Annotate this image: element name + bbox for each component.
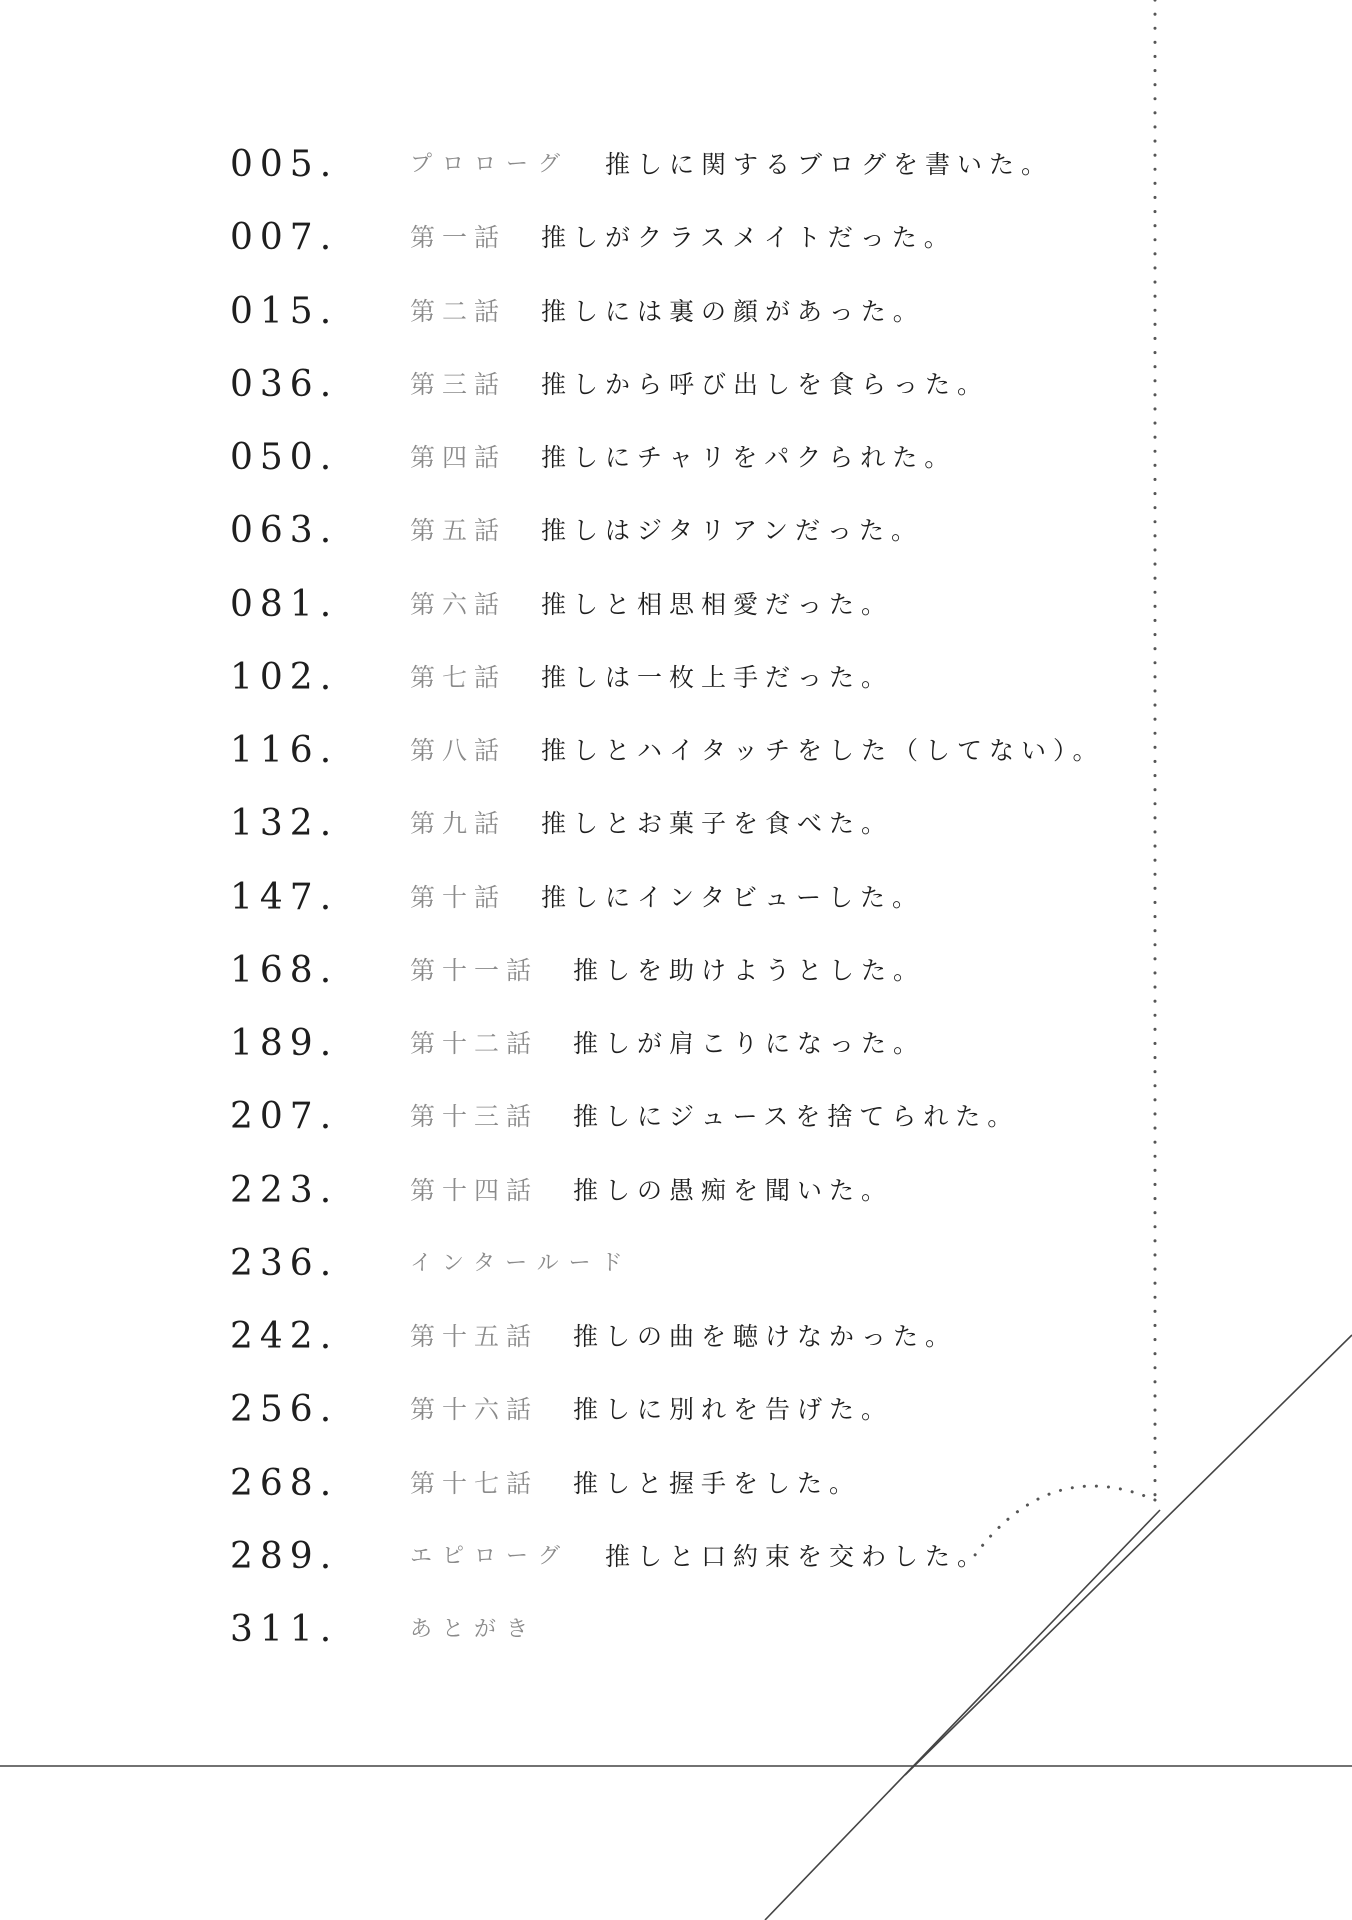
- toc-chapter-label: 第九話: [410, 809, 507, 839]
- toc-chapter-label: 第四話: [410, 443, 507, 472]
- toc-chapter-title: 推しを助けようとした。: [573, 955, 926, 985]
- toc-entry: [0, 428, 1352, 488]
- toc-chapter-label: 第十七話: [410, 1468, 539, 1498]
- toc-chapter-label: 第十五話: [410, 1322, 539, 1351]
- toc-entry: [0, 1527, 1352, 1587]
- toc-chapter-title: 推しから呼び出しを食らった。: [541, 369, 990, 399]
- toc-chapter-title: 推しに関するブログを書いた。: [605, 150, 1054, 179]
- toc-entry: [0, 282, 1352, 342]
- toc-chapter-label: 第一話: [410, 223, 507, 253]
- toc-page-number: 036.: [230, 363, 339, 405]
- toc-entry: [0, 501, 1352, 561]
- toc-entry: [0, 1454, 1352, 1514]
- toc-entry: [0, 941, 1352, 1001]
- toc-chapter-label: 第十三話: [410, 1102, 539, 1132]
- toc-entry: [0, 721, 1352, 781]
- toc-chapter-title: 推しにインタビューした。: [541, 882, 925, 912]
- toc-entry: [0, 208, 1352, 268]
- toc-chapter-title: 推しの愚痴を聞いた。: [573, 1175, 894, 1205]
- toc-chapter-title: 推しの曲を聴けなかった。: [573, 1322, 958, 1351]
- toc-chapter-label: 第六話: [410, 589, 507, 619]
- toc-page-number: 005.: [230, 144, 339, 185]
- toc-chapter-label: あとがき: [410, 1617, 539, 1642]
- toc-page-number: 256.: [230, 1389, 339, 1431]
- toc-chapter-label: 第三話: [410, 369, 507, 399]
- toc-entry: [0, 575, 1352, 635]
- toc-chapter-title: 推しにジュースを捨てられた。: [573, 1102, 1020, 1132]
- toc-page-number: 236.: [230, 1242, 339, 1284]
- toc-entry: [0, 355, 1352, 415]
- toc-page-number: 289.: [230, 1535, 339, 1577]
- toc-entry: [0, 648, 1352, 708]
- toc-chapter-label: 第二話: [410, 296, 507, 326]
- toc-entry: [0, 1087, 1352, 1147]
- toc-chapter-title: 推しにチャリをパクられた。: [541, 443, 957, 472]
- toc-page-number: 168.: [230, 949, 339, 991]
- toc-page-number: 268.: [230, 1462, 339, 1504]
- toc-page-number: 207.: [230, 1096, 339, 1138]
- toc-page-number: 081.: [230, 583, 339, 625]
- toc-chapter-title: 推しには裏の顔があった。: [541, 296, 925, 326]
- toc-chapter-label: 第十六話: [410, 1395, 539, 1425]
- toc-chapter-title: 推しと握手をした。: [573, 1468, 862, 1498]
- toc-page-number: 132.: [230, 803, 339, 845]
- toc-chapter-title: 推しとお菓子を食べた。: [541, 809, 894, 839]
- toc-chapter-title: 推しが肩こりになった。: [573, 1029, 926, 1058]
- toc-chapter-label: 第七話: [410, 662, 507, 692]
- toc-entry: [0, 135, 1352, 195]
- toc-page-number: 223.: [230, 1169, 339, 1211]
- toc-entry: [0, 1161, 1352, 1221]
- toc-page-number: 102.: [230, 656, 339, 698]
- toc-chapter-label: 第十二話: [410, 1029, 539, 1058]
- toc-page-number: 311.: [230, 1609, 339, 1650]
- toc-chapter-title: 推しに別れを告げた。: [573, 1395, 894, 1425]
- toc-page-number: 147.: [230, 876, 339, 918]
- toc-entry: [0, 868, 1352, 928]
- toc-page-number: 242.: [230, 1316, 339, 1357]
- toc-page-number: 007.: [230, 217, 339, 259]
- toc-chapter-title: 推しは一枚上手だった。: [541, 662, 894, 692]
- toc-entry: [0, 1380, 1352, 1440]
- toc-chapter-label: 第十一話: [410, 955, 539, 985]
- toc-chapter-title: 推しと口約束を交わした。: [605, 1541, 990, 1571]
- toc-entry: [0, 1307, 1352, 1367]
- toc-chapter-label: プロローグ: [410, 152, 571, 177]
- toc-chapter-label: 第八話: [410, 736, 507, 765]
- toc-page-number: 189.: [230, 1023, 339, 1064]
- toc-chapter-label: エピローグ: [410, 1543, 571, 1569]
- toc-chapter-title: 推しと相思相愛だった。: [541, 589, 894, 619]
- toc-chapter-title: 推しとハイタッチをした（してない）。: [541, 736, 1105, 765]
- toc-page-number: 050.: [230, 437, 339, 478]
- toc-chapter-title: 推しがクラスメイトだった。: [541, 223, 956, 253]
- toc-page-number: 015.: [230, 290, 339, 332]
- toc-chapter-label: 第十話: [410, 882, 507, 912]
- toc-chapter-label: 第五話: [410, 516, 507, 546]
- toc-chapter-title: 推しはジタリアンだった。: [541, 516, 924, 546]
- toc-page-number: 116.: [230, 730, 339, 771]
- toc-chapter-label: インタールード: [410, 1250, 633, 1276]
- toc-entry: [0, 794, 1352, 854]
- toc-chapter-label: 第十四話: [410, 1175, 539, 1205]
- toc-entry: [0, 1600, 1352, 1660]
- toc-entry: [0, 1014, 1352, 1074]
- toc-page-number: 063.: [230, 510, 339, 552]
- toc-entry: [0, 1234, 1352, 1294]
